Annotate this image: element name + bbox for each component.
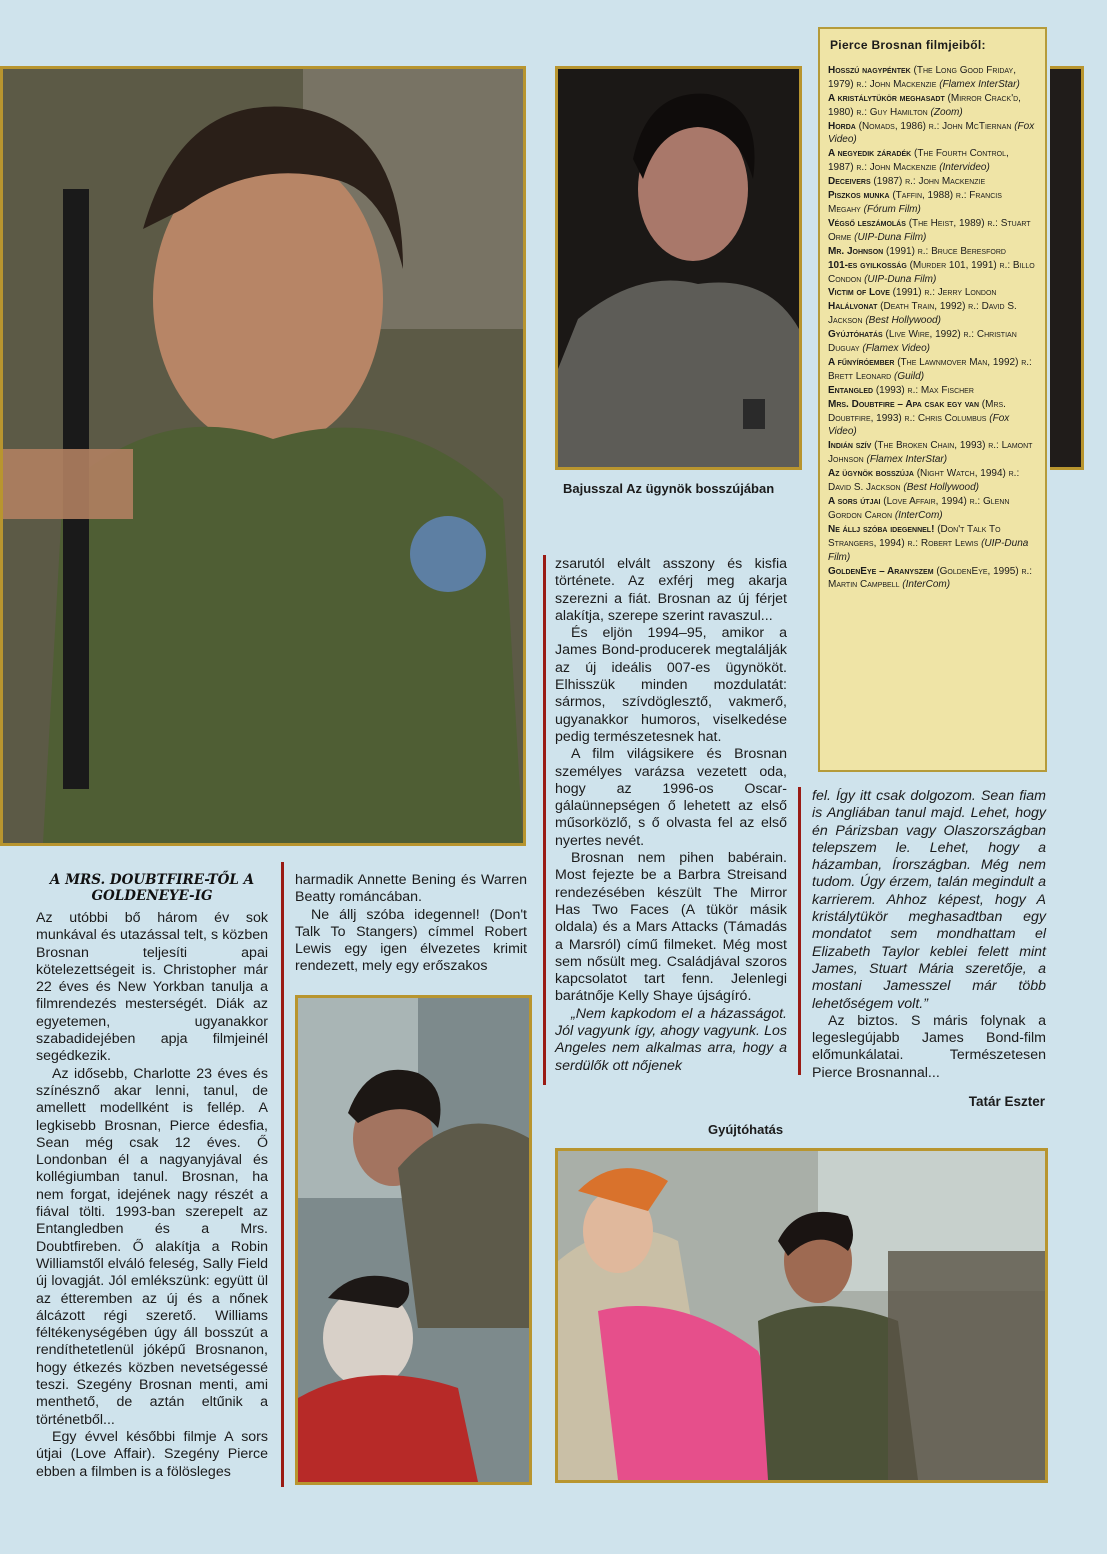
film-entry: [828, 565, 1037, 593]
film-title: 101-es gyilkosság: [828, 259, 907, 271]
article-column-3: [555, 556, 787, 1075]
photo-brosnan-mustache: [555, 66, 802, 470]
author-byline: Tatár Eszter: [968, 1094, 1045, 1109]
film-entry: [828, 64, 1037, 92]
film-video-label: (Fórum Film): [863, 203, 921, 215]
film-detail: (The Long Good Friday, 1979) r.: John Mackenzie: [828, 64, 1017, 90]
film-video-label: (InterCom): [894, 509, 943, 521]
film-entry: [828, 245, 1037, 259]
film-title: A kristálytükör meghasadt: [828, 92, 945, 104]
film-title: A sors útjai: [828, 496, 881, 507]
film-detail: (GoldenEye, 1995) r.: Martin Campbell: [828, 565, 1033, 591]
film-entry: [828, 523, 1037, 565]
col3-paragraph: zsarutól elvált asszony és kisfia története. Az exférj meg akarja szerezni a fiát. Brosnan az új férjet alakítja, szerepe szerint ravaszul...: [555, 556, 787, 624]
film-entry: [828, 175, 1037, 189]
col4-paragraph: fel. Így itt csak dolgozom. Sean fiam is Angliában tanul majd. Lehet, hogy én Párizsban vagy Olaszországban telepszem le. Lehet, hogy a házamban, Írországban. Még nem tudom. Úgy érzem, talán megindult a karrierem. Ahhoz képest, hogy A kristálytükör meghasadtban egy mondatot sem mondhattam el Elizabeth Taylor keblei felett mint James, Stuart Mária szeretője, a mostani Jamesszel már több lehetőségem volt.”: [812, 788, 1046, 1012]
film-entry: [828, 384, 1037, 398]
photo-live-wire: [555, 1148, 1048, 1483]
film-detail: (1993) r.: Max Fischer: [875, 384, 974, 396]
film-detail: (The Fourth Control, 1987) r.: John Mackenzie: [828, 148, 1009, 174]
caption-text: Bajusszal Az ügynök bosszújában: [563, 481, 775, 496]
film-detail: (Live Wire, 1992) r.: Christian Duguay: [828, 329, 1017, 355]
film-title: Indián szív: [828, 440, 872, 452]
film-detail: (Mirror Crack'd, 1980) r.: Guy Hamilton: [828, 92, 1021, 118]
film-title: Mr. Johnson: [828, 245, 884, 257]
film-title: A fűnyíróember: [828, 356, 895, 368]
film-detail: (Nomads, 1986) r.: John McTiernan: [858, 120, 1012, 132]
film-detail: (1991) r.: Jerry London: [892, 287, 997, 299]
film-detail: (Night Watch, 1994) r.: David S. Jackson: [828, 468, 1020, 494]
film-entry: [828, 189, 1037, 217]
filmography-title: Pierce Brosnan filmjeiből:: [830, 38, 986, 52]
film-title: GoldenEye – Aranyszem: [828, 565, 934, 577]
article-column-1: [36, 910, 268, 1481]
column-rule: [798, 787, 801, 1075]
caption-mustache-photo: [563, 481, 774, 496]
col2-paragraph: harmadik Annette Bening és Warren Beatty románcában.: [295, 872, 527, 906]
film-entry: [828, 495, 1037, 523]
film-video-label: (Zoom): [930, 106, 963, 118]
film-entry: [828, 147, 1037, 175]
film-video-label: (Best Hollywood): [903, 482, 979, 494]
photo-brosnan-mustache-art: [558, 69, 799, 467]
caption-live-wire: Gyújtóhatás: [708, 1122, 784, 1137]
film-video-label: (Fox Video): [828, 412, 1010, 438]
col3-paragraph: A film világsikere és Brosnan személyes varázsa vezetett oda, hogy az 1996-os Oscar-gálaünnepségen ő lehetett az első műsorközlő, s ő olvasta fel az első nyertes nevét.: [555, 746, 787, 849]
film-title: Az ügynök bosszúja: [828, 468, 914, 480]
film-title: Deceivers: [828, 176, 871, 188]
col1-paragraph: Az idősebb, Charlotte 23 éves és színésznő akar lenni, tanul, de amellett modellként is fellép. A legkisebb Brosnan, Pierce édesfia, Sean még csak 12 éves. Ő Londonban él a nagyanyjával és kollégiumban tanul. Brosnan, ha nem forgat, idejének nagy részét a fiával tölti. 1993-ban szerepelt az Entangledben és a Mrs. Doubtfireben. Ő alakítja a Robin Williamstől elváló feleség, Sally Field új lovagját. Jól emlékszünk: együtt ül az étteremben az új és a nőnek álcázott régi szerető. Williams féltékenységében úgy áll bosszút a rendíthetetlenül jóképű Brosnanon, hogy étkezés közben nevetségessé teszi. Szegény Brosnan menti, ami menthető, de aztán eltűnik a történetből...: [36, 1065, 268, 1428]
film-detail: (Love Affair, 1994) r.: Glenn Gordon Caron: [828, 496, 1010, 521]
column-rule: [281, 862, 284, 1487]
col1-paragraph: Az utóbbi bő három év sok munkával és utazással telt, s közben Brosnan teljesíti apai kötelezettségeit is. Christopher már 22 éves és New Yorkban tanulja a filmrendezés mesterségét. Diák az egyetemen, ugyanakkor szabadidejében apja filmjeinél segédkezik.: [36, 910, 268, 1065]
photo-live-wire-art: [558, 1151, 1045, 1480]
film-entry: [828, 467, 1037, 495]
film-detail: (The Broken Chain, 1993) r.: Lamont Johnson: [828, 440, 1033, 466]
film-detail: (Don't Talk To Strangers, 1994) r.: Robert Lewis: [828, 523, 1001, 549]
column-rule: [543, 555, 546, 1085]
filmography-box: [818, 27, 1047, 772]
film-entry: [828, 259, 1037, 287]
photo-mrs-doubtfire-art: [298, 998, 529, 1482]
film-title: Ne állj szóba idegennel!: [828, 523, 935, 535]
photo-brosnan-rifle-art: [3, 69, 523, 843]
film-title: Entangled: [828, 384, 874, 396]
film-video-label: (Best Hollywood): [865, 315, 941, 327]
film-title: Piszkos munka: [828, 190, 890, 202]
film-list: [828, 64, 1037, 592]
section-heading: A MRS. DOUBTFIRE-TŐL A GOLDENEYE-IG: [49, 872, 255, 904]
film-video-label: (UIP-Duna Film): [828, 537, 1029, 563]
film-entry: [828, 300, 1037, 328]
film-entry: [828, 439, 1037, 467]
col1-paragraph: Egy évvel későbbi filmje A sors útjai (Love Affair). Szegény Pierce ebben a filmben is a fölösleges: [36, 1428, 268, 1480]
col3-paragraph: Brosnan nem pihen babérain. Most fejezte be a Barbra Streisand rendezésében készült The Mirror Has Two Faces (A tükör másik oldala) és a Mars Attacks (Támadás a Marsról) című filmeket. Még most sem nősült meg. Családjával szoros kapcsolatot tart fenn. Jelenlegi barátnője Kelly Shaye újságíró.: [555, 850, 787, 1005]
col4-paragraph: Az biztos. S máris folynak a legeslegújabb James Bond-film előmunkálatai. Természetesen Pierce Brosnannal...: [812, 1012, 1046, 1081]
film-title: Halálvonat: [828, 301, 878, 313]
photo-mrs-doubtfire: [295, 995, 532, 1485]
col2-paragraph: Ne állj szóba idegennel! (Don't Talk To Stangers) címmel Robert Lewis egy igen élvezetes krimit rendezett, mely egy erőszakos: [295, 906, 527, 975]
film-video-label: (Flamex Video): [862, 343, 931, 355]
film-entry: [828, 92, 1037, 120]
film-detail: (Death Train, 1992) r.: David S. Jackson: [828, 301, 1017, 327]
film-title: Hosszú nagypéntek: [828, 64, 911, 76]
film-entry: [828, 328, 1037, 356]
film-detail: (1991) r.: Bruce Beresford: [886, 245, 1006, 257]
film-entry: [828, 120, 1037, 148]
article-column-2: [295, 872, 527, 976]
film-detail: (The Lawnmover Man, 1992) r.: Brett Leonard: [828, 356, 1032, 382]
photo-brosnan-rifle: [0, 66, 526, 846]
film-title: Végső leszámolás: [828, 217, 906, 229]
film-entry: [828, 398, 1037, 440]
film-title: Horda: [828, 120, 856, 132]
photo-right-edge-strip: [1050, 66, 1084, 470]
film-title: Victim of Love: [828, 287, 890, 299]
film-video-label: (UIP-Duna Film): [864, 273, 937, 285]
film-entry: [828, 286, 1037, 300]
film-video-label: (UIP-Duna Film): [854, 231, 927, 243]
col3-paragraph: „Nem kapkodom el a házasságot. Jól vagyunk így, ahogy vagyunk. Los Angeles nem alkalmas arra, hogy a serdülők ott nőjenek: [555, 1005, 787, 1074]
film-detail: (Mrs. Doubtfire, 1993) r.: Chris Columbus: [828, 398, 1006, 424]
film-video-label: (InterCom): [902, 579, 951, 591]
film-detail: (The Heist, 1989) r.: Stuart Orme: [828, 217, 1031, 243]
film-entry: [828, 356, 1037, 384]
film-video-label: (Flamex InterStar): [866, 454, 948, 466]
col3-paragraph: És eljön 1994–95, amikor a James Bond-producerek megtalálják az új ideális 007-es ügynököt. Elhisszük minden mozdulatát: sármos, szívdöglesztő, vakmerő, ugyanakkor humoros, viselkedése pedig természetesnek hat.: [555, 625, 787, 745]
film-video-label: (Flamex InterStar): [939, 78, 1020, 90]
film-video-label: (Intervideo): [939, 162, 990, 174]
article-column-4: [812, 788, 1046, 1082]
film-video-label: (Guild): [894, 370, 925, 382]
film-title: Mrs. Doubtfire – Apa csak egy van: [828, 398, 979, 410]
film-entry: [828, 217, 1037, 245]
film-title: Gyújtóhatás: [828, 329, 883, 341]
film-detail: (1987) r.: John Mackenzie: [873, 176, 986, 188]
film-video-label: (Fox Video): [828, 120, 1035, 146]
film-detail: (Murder 101, 1991) r.: Billo Condon: [828, 259, 1035, 285]
film-detail: (Taffin, 1988) r.: Francis Megahy: [828, 190, 1002, 215]
film-title: A negyedik záradék: [828, 148, 912, 160]
